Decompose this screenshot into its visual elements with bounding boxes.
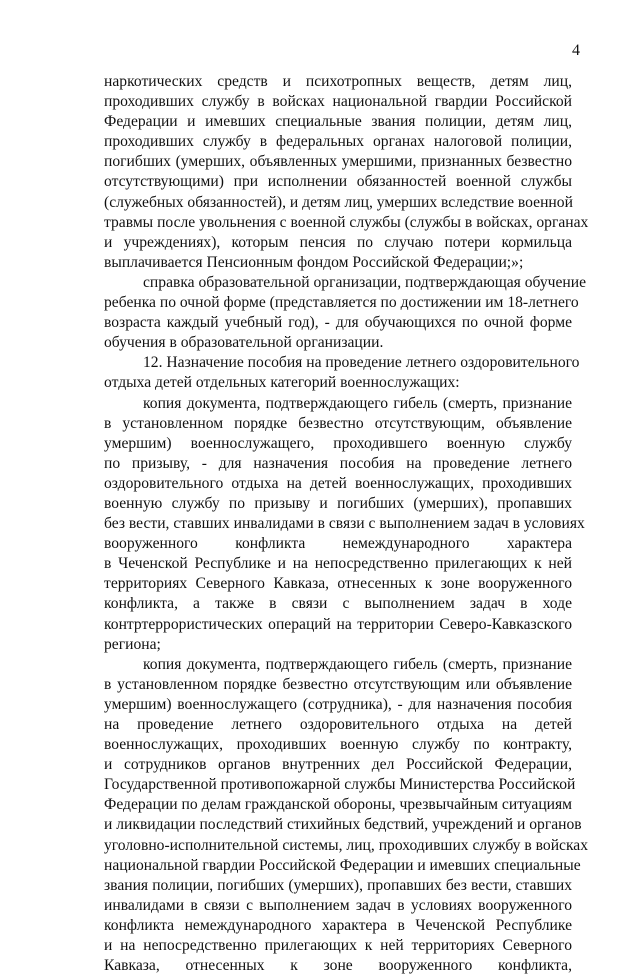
text-line: отсутствующими) при исполнении обязанностей военной службы (104, 173, 572, 191)
text-line: в Чеченской Республике и на непосредственно прилегающих к ней (104, 555, 572, 573)
page-number: 4 (572, 42, 580, 59)
text-line: выплачивается Пенсионным фондом Российской Федерации;»; (104, 253, 524, 271)
text-line: наркотических средств и психотропных веществ, детям лиц, (104, 73, 572, 90)
text-line: национальной гвардии Российской Федерации и имевших специальные (104, 856, 581, 874)
text-line: Федерации и имевших специальные звания полиции, детям лиц, (104, 113, 572, 131)
text-line: в установленном порядке безвестно отсутствующим или объявление (104, 675, 572, 693)
text-line: звания полиции, погибших (умерших), пропавших без вести, ставших (104, 876, 572, 894)
text-line: и сотрудников органов внутренних дел Российской Федерации, (104, 756, 572, 774)
text-line: военную службу по призыву и погибших (умерших), пропавших (104, 494, 572, 512)
text-line: Кавказа, отнесенных к зоне вооруженного конфликта, (104, 957, 572, 975)
text-line: без вести, ставших инвалидами в связи с выполнением задач в условиях (104, 515, 585, 533)
text-line: проходивших службу в федеральных органах налоговой полиции, (104, 133, 572, 151)
text-line: проходивших службу в войсках национальной гвардии Российской (104, 93, 572, 111)
paragraph (104, 655, 589, 976)
text-line: обучения в образовательной организации. (104, 334, 384, 352)
text-line: (служебных обязанностей), и детям лиц, умерших вследствие военной (104, 193, 573, 211)
paragraph (104, 353, 580, 393)
text-line: вооруженного конфликта немеждународного характера (104, 535, 572, 553)
text-line: Государственной противопожарной службы Министерства Российской (104, 776, 576, 794)
text-line: и учреждениях), которым пенсия по случаю потери кормильца (104, 233, 572, 251)
paragraph (104, 273, 587, 353)
text-line: оздоровительного отдыха на детей военнослужащих, проходивших (104, 474, 572, 492)
text-line: 12. Назначение пособия на проведение летнего оздоровительного (143, 354, 580, 372)
text-line: справка образовательной организации, подтверждающая обучение (143, 273, 587, 291)
document-body (104, 72, 589, 976)
text-line: ребенка по очной форме (представляется по достижении им 18-летнего (104, 294, 579, 312)
text-line: возраста каждый учебный год), - для обучающихся по очной форме (104, 314, 572, 332)
text-line: копия документа, подтверждающего гибель (смерть, признание (143, 394, 572, 412)
text-line: военнослужащих, проходивших военную службу по контракту, (104, 736, 572, 754)
paragraph (104, 394, 585, 655)
text-line: и на непосредственно прилегающих к ней территориях Северного (104, 937, 572, 955)
text-line: конфликта немеждународного характера в Чеченской Республике (104, 916, 572, 934)
text-line: и ликвидации последствий стихийных бедствий, учреждений и органов (104, 816, 582, 834)
text-line: контртеррористических операций на территории Северо-Кавказского (104, 615, 572, 633)
text-line: умершим) военнослужащего (сотрудника), - для назначения пособия (104, 695, 572, 713)
text-line: копия документа, подтверждающего гибель (смерть, признание (143, 655, 572, 673)
text-line: территориях Северного Кавказа, отнесенных к зоне вооруженного (104, 575, 572, 593)
text-line: на проведение летнего оздоровительного отдыха на детей (104, 716, 572, 733)
text-line: конфликта, а также в связи с выполнением задач в ходе (104, 595, 572, 613)
text-line: региона; (104, 635, 161, 653)
text-line: по призыву, - для назначения пособия на проведение летнего (104, 454, 572, 472)
text-line: травмы после увольнения с военной службы (службы в войсках, органах (104, 213, 589, 231)
paragraph (104, 72, 589, 273)
text-line: отдыха детей отдельных категорий военнослужащих: (104, 374, 460, 392)
text-line: в установленном порядке безвестно отсутствующим, объявление (104, 414, 572, 432)
text-line: уголовно-исполнительной системы, лиц, проходивших службу в войсках (104, 836, 589, 854)
text-line: погибших (умерших, объявленных умершими, признанных безвестно (104, 153, 572, 171)
text-line: инвалидами в связи с выполнением задач в условиях вооруженного (104, 896, 572, 914)
text-line: Федерации по делам гражданской обороны, чрезвычайным ситуациям (104, 796, 573, 814)
text-line: умершим) военнослужащего, проходившего военную службу (104, 434, 572, 452)
